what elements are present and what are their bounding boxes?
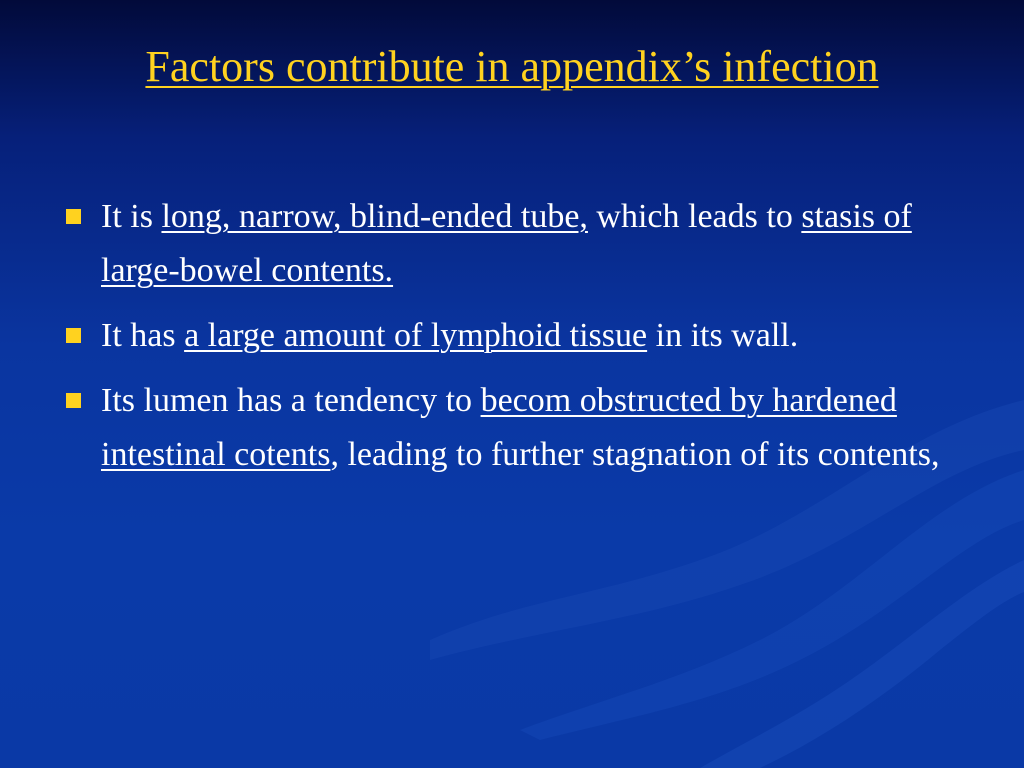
bullet-text-segment: which leads to: [587, 198, 802, 235]
bullet-list: [60, 190, 965, 493]
bullet-text-underlined: a large amount of lymphoid tissue: [184, 317, 648, 354]
square-bullet-icon: [66, 328, 81, 343]
bullet-text-underlined: becom obstructed by hardened intestinal cotents: [101, 382, 897, 473]
bullet-item: [60, 190, 965, 298]
bullet-text: [101, 198, 912, 289]
bullet-text-segment: in its wall.: [647, 317, 799, 354]
bullet-item: [60, 374, 965, 482]
bullet-text-underlined: stasis of large-bowel contents.: [101, 198, 912, 289]
bullet-text-segment: Its lumen has a tendency to: [101, 382, 481, 419]
bullet-text: [101, 317, 798, 354]
square-bullet-icon: [66, 209, 81, 224]
bullet-item: [60, 309, 965, 363]
square-bullet-icon: [66, 393, 81, 408]
bullet-text-segment: , leading to further stagnation of its contents,: [330, 436, 940, 473]
bullet-text-segment: It has: [101, 317, 185, 354]
bullet-text-underlined: long, narrow, blind-ended tube,: [161, 198, 588, 235]
bullet-text: [101, 382, 939, 473]
bullet-text-segment: It is: [101, 198, 162, 235]
slide-title: Factors contribute in appendix’s infection: [145, 42, 879, 91]
